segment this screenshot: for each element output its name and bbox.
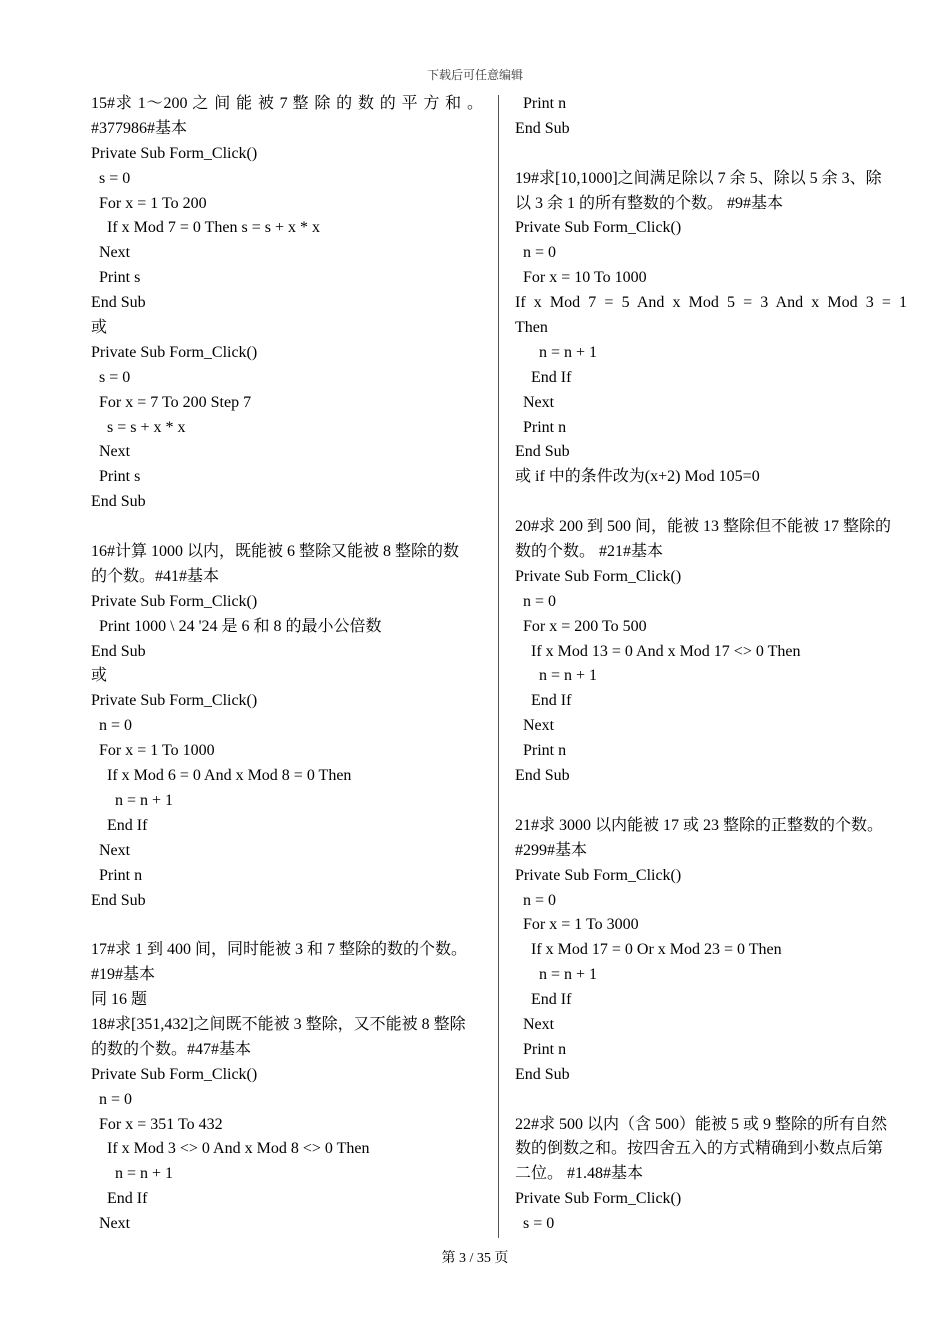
- text-line: For x = 1 To 1000: [91, 742, 215, 760]
- text-line: Private Sub Form_Click(): [515, 1190, 682, 1208]
- blank-line: [515, 789, 907, 814]
- text-line: 以 3 余 1 的所有整数的个数。 #9#基本: [515, 194, 784, 212]
- text-line: 19#求[10,1000]之间满足除以 7 余 5、除以 5 余 3、除: [515, 169, 882, 187]
- page-header: 下载后可任意编辑: [426, 68, 523, 82]
- text-line: End Sub: [91, 891, 146, 909]
- text-line: End If: [515, 692, 572, 710]
- text-line: Print n: [91, 866, 143, 884]
- text-line: 或: [91, 667, 108, 685]
- text-line: Print 1000 \ 24 '24 是 6 和 8 的最小公倍数: [91, 617, 382, 635]
- text-line: If x Mod 17 = 0 Or x Mod 23 = 0 Then: [515, 941, 782, 959]
- text-line: 15#求 1～200 之 间 能 被 7 整 除 的 数 的 平 方 和 。: [91, 95, 483, 112]
- text-line: n = 0: [91, 717, 133, 735]
- text-line: Next: [91, 443, 131, 461]
- text-line: For x = 1 To 200: [91, 194, 207, 212]
- text-line: n = 0: [515, 891, 557, 909]
- text-line: 或 if 中的条件改为(x+2) Mod 105=0: [515, 468, 760, 486]
- text-line: Print s: [91, 468, 141, 486]
- text-line: End Sub: [91, 294, 146, 312]
- text-line: 数的倒数之和。按四舍五入的方式精确到小数点后第: [515, 1140, 884, 1158]
- text-line: End If: [515, 368, 572, 386]
- text-line: Next: [515, 717, 555, 735]
- text-line: End If: [91, 1190, 148, 1208]
- text-line: Private Sub Form_Click(): [515, 866, 682, 884]
- text-line: n = n + 1: [515, 343, 598, 361]
- text-line: Print n: [515, 1040, 567, 1058]
- text-line: Next: [91, 1215, 131, 1233]
- blank-line: [515, 490, 907, 515]
- text-line: s = 0: [91, 368, 131, 386]
- text-line: 17#求 1 到 400 间，同时能被 3 和 7 整除的数的个数。: [91, 941, 468, 959]
- text-line: 数的个数。 #21#基本: [515, 543, 664, 561]
- text-line: 的个数。#41#基本: [91, 567, 220, 585]
- text-line: If x Mod 7 = 5 And x Mod 5 = 3 And x Mod 3 = 1: [515, 294, 907, 312]
- text-line: End Sub: [91, 493, 146, 511]
- text-line: End Sub: [515, 443, 570, 461]
- text-line: For x = 351 To 432: [91, 1115, 223, 1133]
- blank-line: [91, 515, 483, 540]
- text-line: End Sub: [515, 119, 570, 137]
- text-line: If x Mod 7 = 0 Then s = s + x * x: [91, 219, 320, 237]
- text-line: For x = 7 To 200 Step 7: [91, 393, 252, 411]
- blank-line: [515, 142, 907, 167]
- text-line: Next: [91, 244, 131, 262]
- text-line: n = n + 1: [515, 966, 598, 984]
- text-line: Print s: [91, 269, 141, 287]
- text-line: For x = 10 To 1000: [515, 269, 647, 287]
- text-line: 同 16 题: [91, 991, 148, 1009]
- text-line: For x = 1 To 3000: [515, 916, 639, 934]
- blank-line: [515, 1088, 907, 1113]
- text-line: Print n: [515, 418, 567, 436]
- text-line: #377986#基本: [91, 119, 188, 137]
- text-line: End If: [91, 816, 148, 834]
- text-line: s = 0: [91, 169, 131, 187]
- text-line: Private Sub Form_Click(): [91, 692, 258, 710]
- text-line: End Sub: [515, 1065, 570, 1083]
- text-line: 的数的个数。#47#基本: [91, 1040, 252, 1058]
- text-line: #19#基本: [91, 966, 156, 984]
- text-line: Private Sub Form_Click(): [515, 567, 682, 585]
- text-line: n = n + 1: [515, 667, 598, 685]
- text-line: 18#求[351,432]之间既不能被 3 整除，又不能被 8 整除: [91, 1015, 466, 1033]
- text-line: End Sub: [91, 642, 146, 660]
- blank-line: [91, 913, 483, 938]
- text-line: #299#基本: [515, 841, 588, 859]
- column-divider: [498, 95, 499, 1238]
- text-line: s = 0: [515, 1215, 555, 1233]
- text-line: Private Sub Form_Click(): [515, 219, 682, 237]
- right-column: [515, 92, 907, 1237]
- text-line: 22#求 500 以内（含 500）能被 5 或 9 整除的所有自然: [515, 1115, 888, 1133]
- text-line: n = n + 1: [91, 791, 174, 809]
- text-line: s = s + x * x: [91, 418, 186, 436]
- page-footer: 第 3 / 35 页: [441, 1251, 509, 1266]
- text-line: Print n: [515, 95, 567, 112]
- text-line: n = 0: [515, 244, 557, 262]
- text-line: End Sub: [515, 767, 570, 785]
- text-line: Private Sub Form_Click(): [91, 343, 258, 361]
- text-line: n = n + 1: [91, 1165, 174, 1183]
- text-line: If x Mod 13 = 0 And x Mod 17 <> 0 Then: [515, 642, 801, 660]
- text-line: n = 0: [515, 592, 557, 610]
- text-line: 16#计算 1000 以内，既能被 6 整除又能被 8 整除的数: [91, 543, 460, 561]
- text-line: n = 0: [91, 1090, 133, 1108]
- text-line: Private Sub Form_Click(): [91, 1065, 258, 1083]
- text-line: Print n: [515, 742, 567, 760]
- text-line: 20#求 200 到 500 间，能被 13 整除但不能被 17 整除的: [515, 518, 892, 536]
- text-line: 或: [91, 319, 108, 337]
- text-line: If x Mod 3 <> 0 And x Mod 8 <> 0 Then: [91, 1140, 370, 1158]
- text-line: If x Mod 6 = 0 And x Mod 8 = 0 Then: [91, 767, 352, 785]
- text-line: Next: [515, 1015, 555, 1033]
- text-line: Private Sub Form_Click(): [91, 592, 258, 610]
- text-line: End If: [515, 991, 572, 1009]
- text-line: 二位。 #1.48#基本: [515, 1165, 644, 1183]
- text-line: 21#求 3000 以内能被 17 或 23 整除的正整数的个数。: [515, 816, 884, 834]
- text-line: Next: [91, 841, 131, 859]
- text-line: Private Sub Form_Click(): [91, 144, 258, 162]
- left-column: [91, 92, 483, 1237]
- text-line: Then: [515, 319, 548, 337]
- text-line: For x = 200 To 500: [515, 617, 647, 635]
- text-line: Next: [515, 393, 555, 411]
